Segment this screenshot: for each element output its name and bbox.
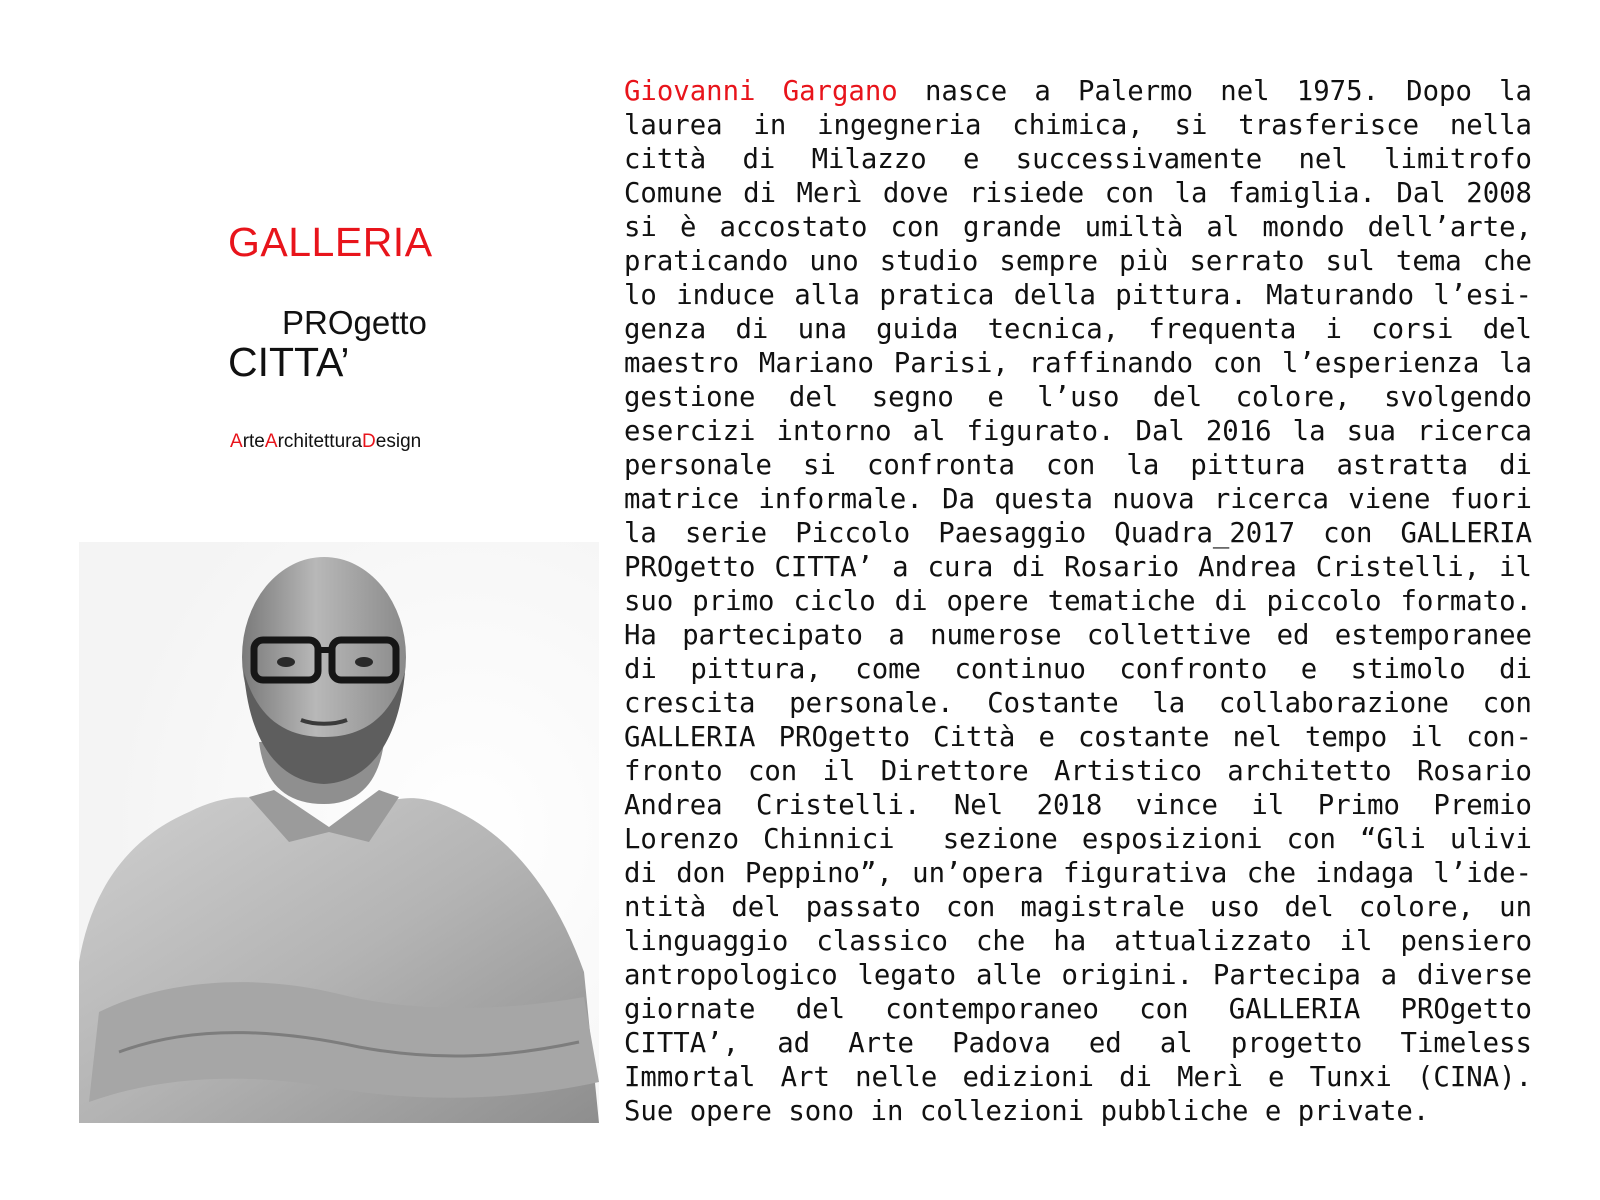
logo-galleria: GALLERIA [228, 219, 433, 265]
bio-line: antropologico legato alle origini. Partecipa a diverse [624, 960, 1532, 991]
bio-line: fronto con il Direttore Artistico architetto Rosario [624, 756, 1532, 787]
bio-line: personale si confronta con la pittura astratta di [624, 450, 1532, 481]
bio-line: GALLERIA PROgetto Città e costante nel tempo il con- [624, 722, 1532, 753]
bio-line: di don Peppino”, un’opera figurativa che indaga l’ide- [624, 858, 1532, 889]
bio-line: matrice informale. Da questa nuova ricerca viene fuori [624, 484, 1532, 515]
bio-line: città di Milazzo e successivamente nel limitrofo [624, 144, 1532, 175]
tagline-rte: rte [242, 431, 265, 452]
bio-line: lo induce alla pratica della pittura. Maturando l’esi- [624, 280, 1532, 311]
bio-line: Andrea Cristelli. Nel 2018 vince il Primo Premio [624, 790, 1532, 821]
bio-line: la serie Piccolo Paesaggio Quadra_2017 con GALLERIA [624, 518, 1532, 549]
bio-line: esercizi intorno al figurato. Dal 2016 la sua ricerca [624, 416, 1532, 447]
logo-progetto: PROgetto [282, 304, 427, 341]
bio-line: CITTA’, ad Arte Padova ed al progetto Timeless [624, 1028, 1532, 1059]
bio-line: Sue opere sono in collezioni pubbliche e private. [624, 1096, 1430, 1127]
bio-line: Comune di Merì dove risiede con la famiglia. Dal 2008 [624, 178, 1532, 209]
tagline-esign: esign [375, 431, 422, 452]
bio-line: Ha partecipato a numerose collettive ed estemporanee [624, 620, 1532, 651]
artist-name: Giovanni Gargano [624, 76, 898, 107]
bio-line: ntità del passato con magistrale uso del colore, un [624, 892, 1532, 923]
bio-line: linguaggio classico che ha attualizzato il pensiero [624, 926, 1532, 957]
tagline-initial-a: A [230, 431, 243, 452]
logo-citta: CITTA’ [228, 339, 350, 385]
bio-line: laurea in ingegneria chimica, si trasferisce nella [624, 110, 1532, 141]
tagline-initial-d: D [362, 431, 376, 452]
bio-line: Immortal Art nelle edizioni di Merì e Tunxi (CINA). [624, 1062, 1532, 1093]
bio-line: di pittura, come continuo confronto e stimolo di [624, 654, 1532, 685]
bio-line: PROgetto CITTA’ a cura di Rosario Andrea Cristelli, il [624, 552, 1532, 583]
bio-line: genza di una guida tecnica, frequenta i corsi del [624, 314, 1532, 345]
logo-tagline [230, 432, 421, 451]
bio-line: praticando uno studio sempre più serrato sul tema che [624, 246, 1532, 277]
bio-line: maestro Mariano Parisi, raffinando con l’esperienza la [624, 348, 1532, 379]
bio-line: giornate del contemporaneo con GALLERIA PROgetto [624, 994, 1532, 1025]
tagline-rchitettura: rchitettura [277, 431, 363, 452]
biography-text [624, 75, 1532, 1129]
bio-line: suo primo ciclo di opere tematiche di piccolo formato. [624, 586, 1532, 617]
bio-line: gestione del segno e l’uso del colore, svolgendo [624, 382, 1532, 413]
portrait-photo-icon [79, 542, 599, 1123]
tagline-initial-a2: A [264, 431, 278, 452]
bio-line-0: Giovanni Gargano nasce a Palermo nel 1975. Dopo la [624, 76, 1532, 107]
bio-line: si è accostato con grande umiltà al mondo dell’arte, [624, 212, 1532, 243]
bio-line: crescita personale. Costante la collaborazione con [624, 688, 1532, 719]
bio-line: Lorenzo Chinnici sezione esposizioni con “Gli ulivi [624, 824, 1532, 855]
